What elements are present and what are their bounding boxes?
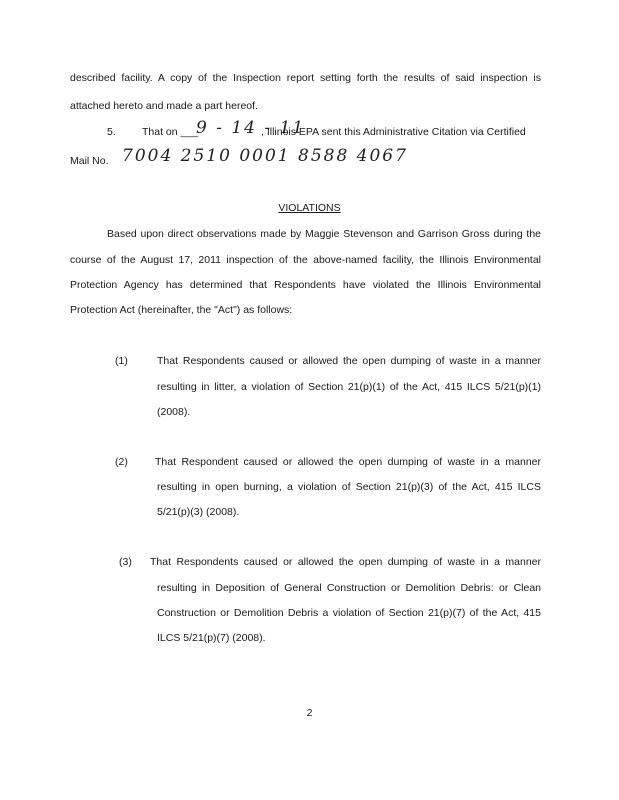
violation-2-line-3: 5/21(p)(3) (2008). (157, 506, 240, 518)
violation-1-number: (1) (115, 355, 128, 367)
para5-handwritten-mail-number: 7004 2510 0001 8588 4067 (122, 146, 408, 166)
violation-3-line-4: ILCS 5/21(p)(7) (2008). (157, 632, 266, 644)
violation-2-line-1: That Respondent caused or allowed the open dumping of waste in a manner (155, 456, 541, 468)
intro-line-4: Protection Act (hereinafter, the "Act") as follows: (70, 304, 293, 316)
violation-2-line-2: resulting in open burning, a violation of Section 21(p)(3) of the Act, 415 ILCS (157, 481, 541, 493)
para5-mail-label: Mail No. (70, 155, 109, 167)
para5-handwritten-date: 9 - 14 - 11 (196, 118, 306, 138)
para5-text-before-date: That on ___ (142, 126, 199, 138)
violations-heading: VIOLATIONS (278, 202, 341, 214)
para4-line-2: attached hereto and made a part hereof. (70, 100, 258, 112)
para5-number: 5. (107, 126, 116, 138)
para5-text-after-date: , Illinois EPA sent this Administrative Citation via Certified (261, 126, 526, 138)
intro-line-1: Based upon direct observations made by Maggie Stevenson and Garrison Gross during the (107, 228, 541, 240)
para4-line-1: described facility. A copy of the Inspection report setting forth the results of said inspection is (70, 72, 541, 84)
intro-line-2: course of the August 17, 2011 inspection of the above-named facility, the Illinois Environmental (70, 254, 541, 266)
violation-1-line-1: That Respondents caused or allowed the open dumping of waste in a manner (157, 355, 541, 367)
violation-3-number: (3) (119, 556, 132, 568)
intro-line-3: Protection Agency has determined that Respondents have violated the Illinois Environmental (70, 279, 541, 291)
violation-1-line-2: resulting in litter, a violation of Section 21(p)(1) of the Act, 415 ILCS 5/21(p)(1) (157, 381, 541, 393)
violation-3-line-1: That Respondents caused or allowed the open dumping of waste in a manner (150, 556, 541, 568)
page-number: 2 (306, 707, 313, 719)
violation-3-line-3: Construction or Demolition Debris a violation of Section 21(p)(7) of the Act, 415 (157, 607, 541, 619)
violation-3-line-2: resulting in Deposition of General Construction or Demolition Debris: or Clean (157, 582, 541, 594)
violation-2-number: (2) (115, 456, 128, 468)
violation-1-line-3: (2008). (157, 406, 191, 418)
